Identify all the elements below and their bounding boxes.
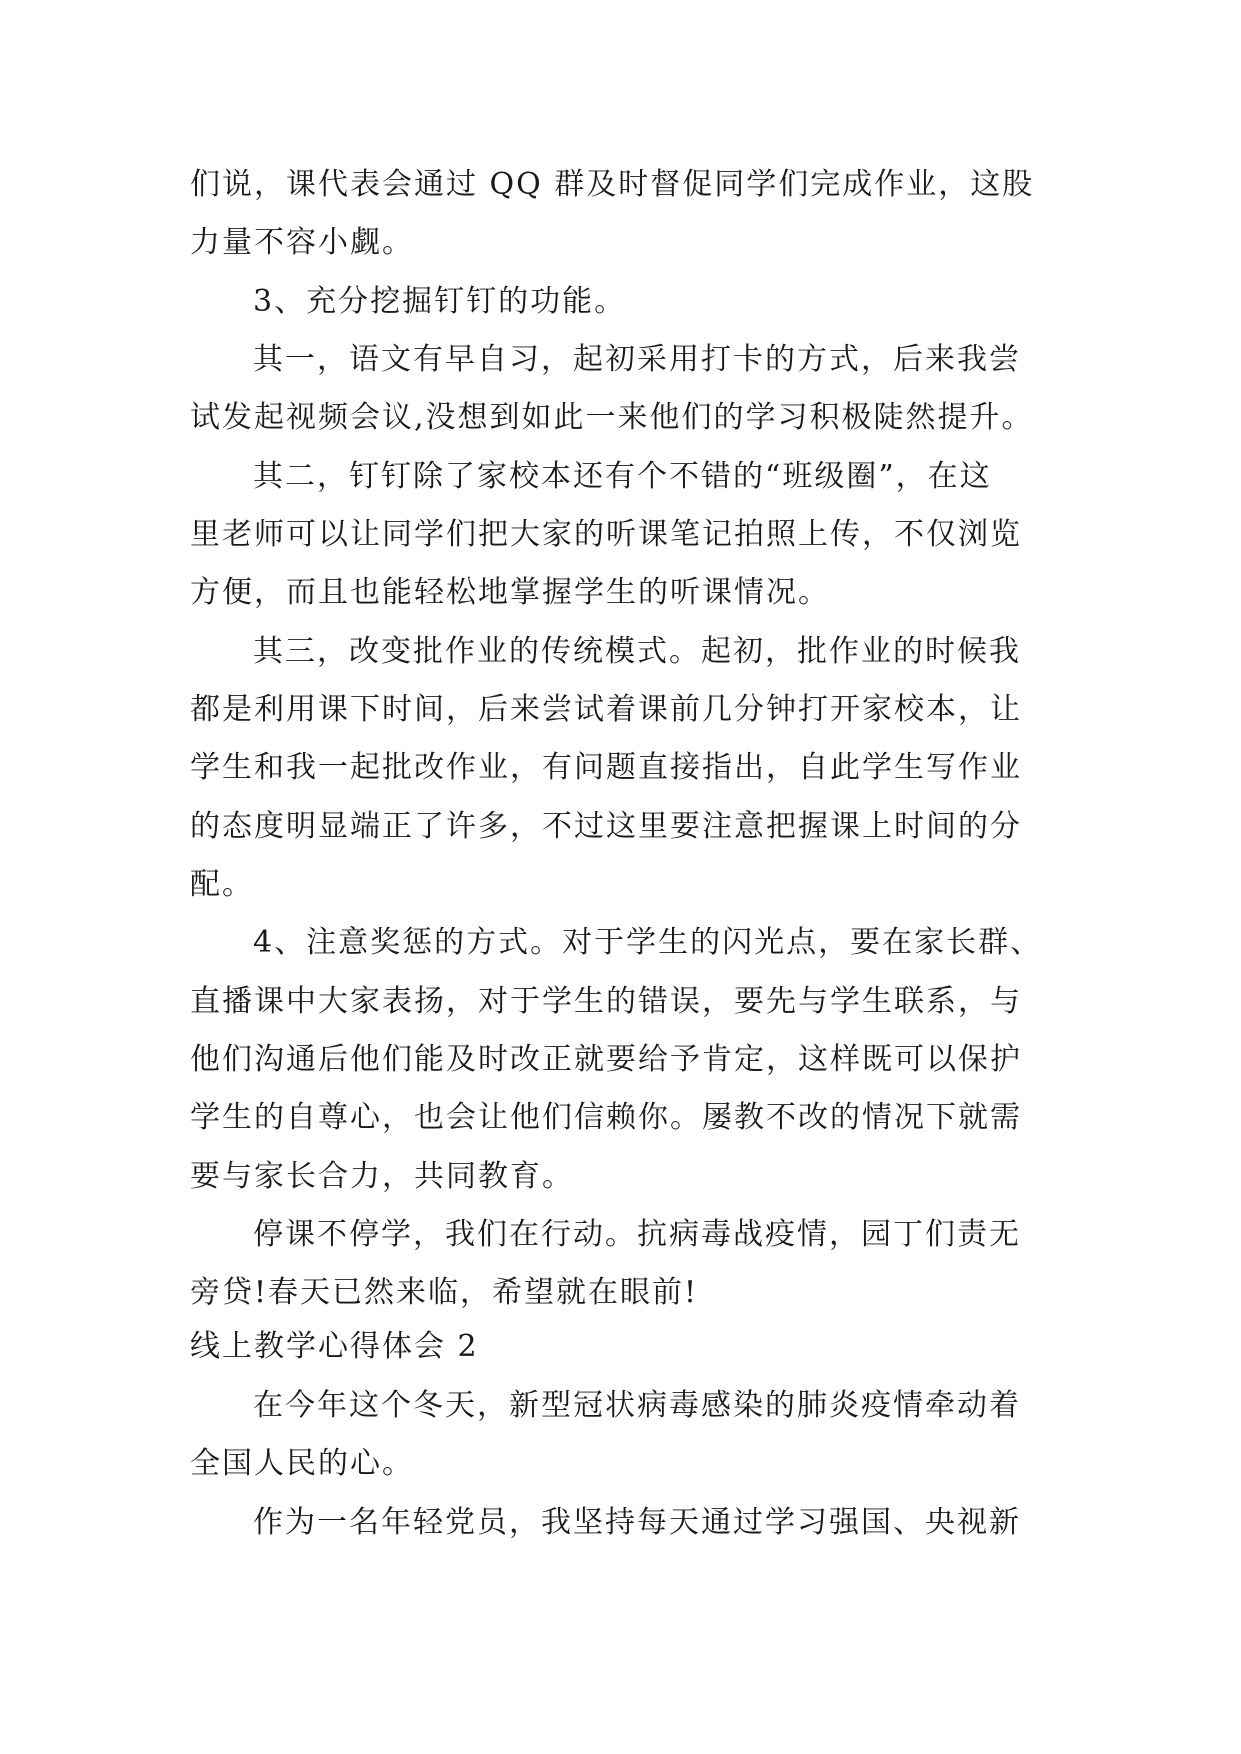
text-line: 4、注意奖惩的方式。对于学生的闪光点，要在家长群、 xyxy=(253,925,1043,960)
text-line: 们说，课代表会通过 QQ 群及时督促同学们完成作业，这股 xyxy=(190,167,1035,202)
section-heading: 线上教学心得体会 2 xyxy=(190,1329,479,1364)
text-line: 其二，钉钉除了家校本还有个不错的“班级圈”，在这 xyxy=(253,459,992,494)
text-line: 旁贷!春天已然来临，希望就在眼前! xyxy=(190,1275,699,1310)
text-line: 都是利用课下时间，后来尝试着课前几分钟打开家校本，让 xyxy=(190,692,1022,727)
text-line: 力量不容小觑。 xyxy=(190,225,414,260)
text-line: 其一，语文有早自习，起初采用打卡的方式，后来我尝 xyxy=(253,342,1021,377)
text-line: 学生和我一起批改作业，有问题直接指出，自此学生写作业 xyxy=(190,750,1022,785)
text-line: 3、充分挖掘钉钉的功能。 xyxy=(253,284,627,319)
text-line: 方便，而且也能轻松地掌握学生的听课情况。 xyxy=(190,575,830,610)
text-line: 配。 xyxy=(190,867,254,902)
text-line: 在今年这个冬天，新型冠状病毒感染的肺炎疫情牵动着 xyxy=(253,1388,1021,1423)
text-line: 的态度明显端正了许多，不过这里要注意把握课上时间的分 xyxy=(190,809,1022,844)
text-line: 学生的自尊心，也会让他们信赖你。屡教不改的情况下就需 xyxy=(190,1100,1022,1135)
text-line: 全国人民的心。 xyxy=(190,1446,414,1481)
text-line: 作为一名年轻党员，我坚持每天通过学习强国、央视新 xyxy=(253,1505,1021,1540)
text-line: 他们沟通后他们能及时改正就要给予肯定，这样既可以保护 xyxy=(190,1042,1022,1077)
text-line: 要与家长合力，共同教育。 xyxy=(190,1159,574,1194)
text-line: 直播课中大家表扬，对于学生的错误，要先与学生联系，与 xyxy=(190,984,1022,1019)
text-line: 其三，改变批作业的传统模式。起初，批作业的时候我 xyxy=(253,634,1021,669)
text-line: 试发起视频会议,没想到如此一来他们的学习积极陡然提升。 xyxy=(190,400,1034,435)
text-line: 里老师可以让同学们把大家的听课笔记拍照上传，不仅浏览 xyxy=(190,517,1022,552)
text-line: 停课不停学，我们在行动。抗病毒战疫情，园丁们责无 xyxy=(253,1217,1021,1252)
